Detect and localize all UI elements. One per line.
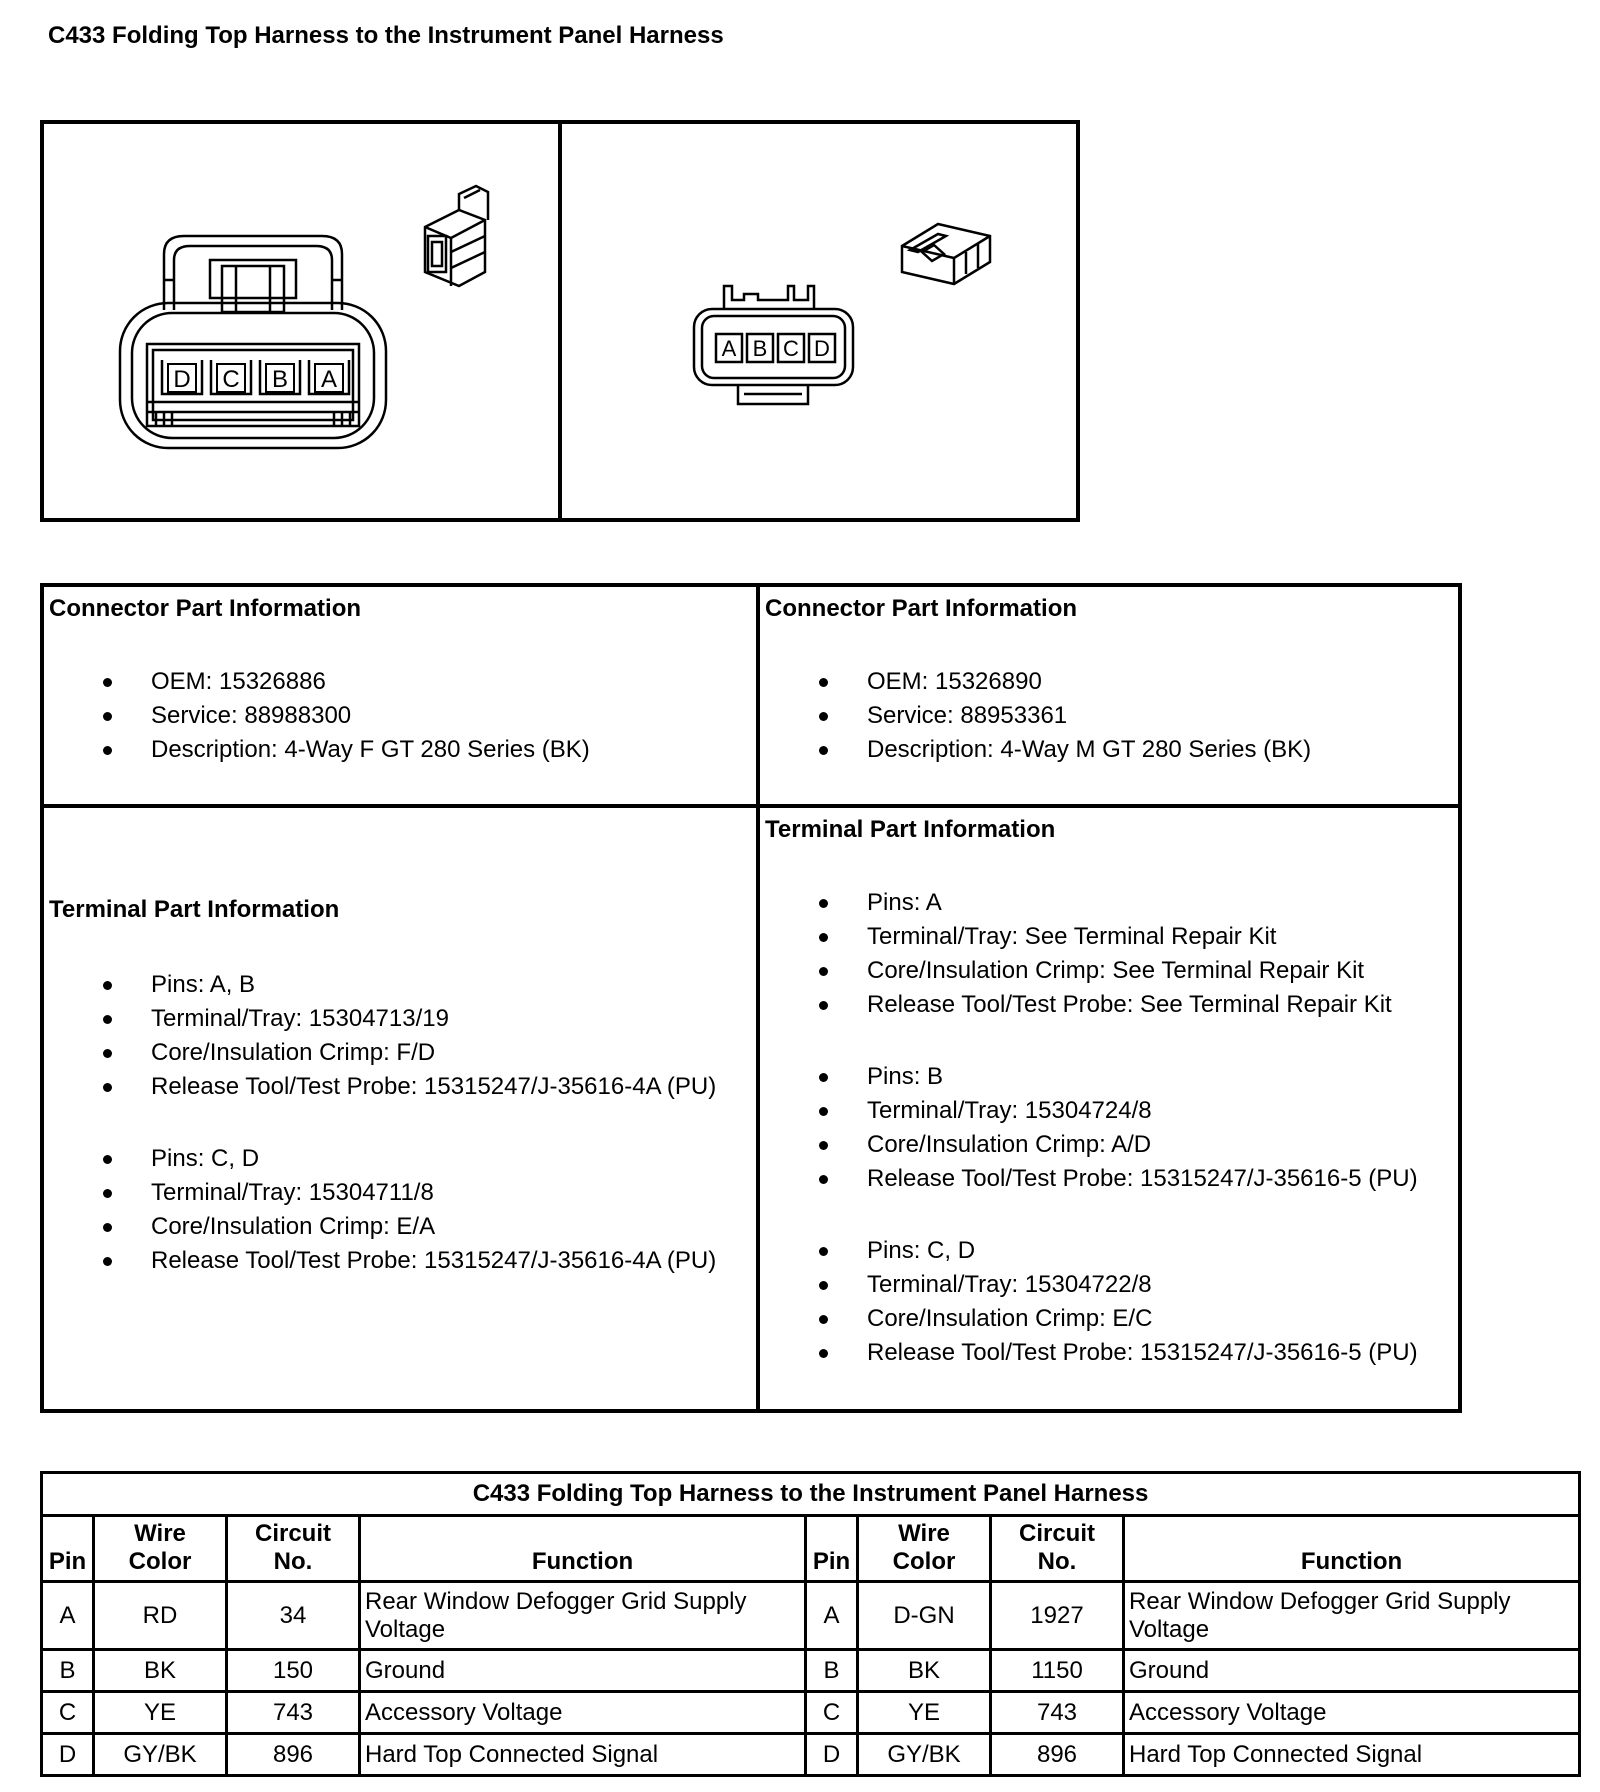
- male-connector-3d-view: [902, 224, 990, 284]
- list-item: Pins: C, D: [44, 1142, 756, 1176]
- list-item: Service: 88988300: [44, 699, 756, 733]
- header-function: Function: [1124, 1516, 1580, 1582]
- header-function: Function: [360, 1516, 806, 1582]
- pin-label: B: [271, 366, 289, 393]
- female-part-info: [44, 587, 760, 1409]
- connector-part-info-left: [44, 587, 756, 808]
- cell-pin: D: [806, 1734, 858, 1776]
- pin-label: D: [814, 336, 830, 361]
- pin-label: A: [721, 336, 737, 361]
- header-pin: Pin: [42, 1516, 94, 1582]
- header-circuit: Circuit No.: [991, 1516, 1124, 1582]
- list-item: OEM: 15326890: [760, 665, 1458, 699]
- terminal-heading: Terminal Part Information: [765, 816, 1056, 843]
- list-item: Core/Insulation Crimp: F/D: [44, 1036, 756, 1070]
- terminal-group: [44, 968, 756, 1104]
- male-connector-face: [562, 124, 1076, 518]
- pin-cavity-c: [778, 334, 804, 362]
- terminal-part-info-right: [760, 808, 1458, 1409]
- male-part-info: [760, 587, 1458, 1409]
- cell-function: Ground: [360, 1650, 806, 1692]
- cell-circuit: 743: [991, 1692, 1124, 1734]
- terminal-group: [760, 1060, 1458, 1196]
- cell-function: Accessory Voltage: [1124, 1692, 1580, 1734]
- cell-circuit: 896: [991, 1734, 1124, 1776]
- list-item: Pins: A, B: [44, 968, 756, 1002]
- pin-cavity-a: [309, 360, 349, 394]
- list-item: Pins: B: [760, 1060, 1458, 1094]
- list-item: Pins: A: [760, 886, 1458, 920]
- male-connector-panel: [562, 124, 1076, 518]
- table-row: [42, 1734, 1580, 1776]
- terminal-group: [44, 1142, 756, 1278]
- cell-function: Accessory Voltage: [360, 1692, 806, 1734]
- part-information-table: [40, 583, 1462, 1413]
- cell-wire-color: YE: [858, 1692, 991, 1734]
- pin-cavity-d: [162, 360, 202, 394]
- header-pin: Pin: [806, 1516, 858, 1582]
- cell-circuit: 150: [227, 1650, 360, 1692]
- cell-function: Hard Top Connected Signal: [1124, 1734, 1580, 1776]
- list-item: Description: 4-Way M GT 280 Series (BK): [760, 733, 1458, 767]
- female-connector-3d-view: [425, 186, 488, 286]
- list-item: Release Tool/Test Probe: 15315247/J-35616-4A (PU): [44, 1244, 756, 1278]
- table-header-row: [42, 1516, 1580, 1582]
- cell-wire-color: BK: [94, 1650, 227, 1692]
- table-row: [42, 1582, 1580, 1650]
- cell-pin: B: [42, 1650, 94, 1692]
- cell-wire-color: GY/BK: [94, 1734, 227, 1776]
- cell-function: Ground: [1124, 1650, 1580, 1692]
- pin-cavity-b: [747, 334, 773, 362]
- list-item: Core/Insulation Crimp: A/D: [760, 1128, 1458, 1162]
- list-item: Core/Insulation Crimp: See Terminal Repair Kit: [760, 954, 1458, 988]
- cell-circuit: 743: [227, 1692, 360, 1734]
- cell-circuit: 1927: [991, 1582, 1124, 1650]
- cell-circuit: 1150: [991, 1650, 1124, 1692]
- terminal-list: [44, 968, 756, 1278]
- cell-pin: A: [42, 1582, 94, 1650]
- table-row: [42, 1692, 1580, 1734]
- list-item: Terminal/Tray: See Terminal Repair Kit: [760, 920, 1458, 954]
- female-connector-face: [44, 124, 562, 518]
- list-item: Terminal/Tray: 15304711/8: [44, 1176, 756, 1210]
- list-item: Pins: C, D: [760, 1234, 1458, 1268]
- connector-heading: Connector Part Information: [49, 595, 362, 622]
- list-item: Description: 4-Way F GT 280 Series (BK): [44, 733, 756, 767]
- pin-label: A: [320, 366, 338, 393]
- cell-wire-color: GY/BK: [858, 1734, 991, 1776]
- list-item: Release Tool/Test Probe: See Terminal Repair Kit: [760, 988, 1458, 1022]
- cell-function: Rear Window Defogger Grid Supply Voltage: [360, 1582, 806, 1650]
- table-caption: C433 Folding Top Harness to the Instrument Panel Harness: [42, 1473, 1580, 1516]
- pin-label: C: [222, 366, 240, 393]
- list-item: OEM: 15326886: [44, 665, 756, 699]
- list-item: Core/Insulation Crimp: E/A: [44, 1210, 756, 1244]
- terminal-group: [760, 886, 1458, 1022]
- table-row: [42, 1650, 1580, 1692]
- pin-cavity-c: [211, 360, 251, 394]
- cell-function: Rear Window Defogger Grid Supply Voltage: [1124, 1582, 1580, 1650]
- connector-part-info-right: [760, 587, 1458, 808]
- list-item: Core/Insulation Crimp: E/C: [760, 1302, 1458, 1336]
- pinout-table: [40, 1471, 1581, 1777]
- connector-diagram: [40, 120, 1080, 522]
- terminal-group: [760, 1234, 1458, 1370]
- page-title: C433 Folding Top Harness to the Instrument Panel Harness: [48, 22, 724, 49]
- connector-heading: Connector Part Information: [765, 595, 1078, 622]
- list-item: Terminal/Tray: 15304724/8: [760, 1094, 1458, 1128]
- terminal-part-info-left: [44, 808, 756, 1409]
- cell-pin: B: [806, 1650, 858, 1692]
- cell-wire-color: D-GN: [858, 1582, 991, 1650]
- header-wire-color: Wire Color: [858, 1516, 991, 1582]
- pin-cavity-d: [809, 334, 835, 362]
- cell-circuit: 34: [227, 1582, 360, 1650]
- female-connector-panel: [44, 124, 562, 518]
- header-wire-color: Wire Color: [94, 1516, 227, 1582]
- terminal-heading: Terminal Part Information: [49, 896, 340, 923]
- cell-pin: C: [806, 1692, 858, 1734]
- pin-label: C: [783, 336, 799, 361]
- cell-wire-color: BK: [858, 1650, 991, 1692]
- list-item: Release Tool/Test Probe: 15315247/J-35616-4A (PU): [44, 1070, 756, 1104]
- pin-label: B: [752, 336, 768, 361]
- pin-cavity-b: [260, 360, 300, 394]
- list-item: Release Tool/Test Probe: 15315247/J-35616-5 (PU): [760, 1162, 1458, 1196]
- terminal-list: [760, 886, 1458, 1370]
- list-item: Release Tool/Test Probe: 15315247/J-35616-5 (PU): [760, 1336, 1458, 1370]
- pin-label: D: [173, 366, 191, 393]
- cell-function: Hard Top Connected Signal: [360, 1734, 806, 1776]
- cell-wire-color: YE: [94, 1692, 227, 1734]
- pin-cavity-a: [716, 334, 742, 362]
- connector-list: [44, 665, 756, 767]
- list-item: Terminal/Tray: 15304722/8: [760, 1268, 1458, 1302]
- male-pin-cavities: [716, 334, 835, 362]
- cell-wire-color: RD: [94, 1582, 227, 1650]
- list-item: Terminal/Tray: 15304713/19: [44, 1002, 756, 1036]
- header-circuit: Circuit No.: [227, 1516, 360, 1582]
- cell-pin: C: [42, 1692, 94, 1734]
- connector-list: [760, 665, 1458, 767]
- female-pin-cavities: [162, 360, 349, 394]
- cell-pin: D: [42, 1734, 94, 1776]
- list-item: Service: 88953361: [760, 699, 1458, 733]
- cell-pin: A: [806, 1582, 858, 1650]
- cell-circuit: 896: [227, 1734, 360, 1776]
